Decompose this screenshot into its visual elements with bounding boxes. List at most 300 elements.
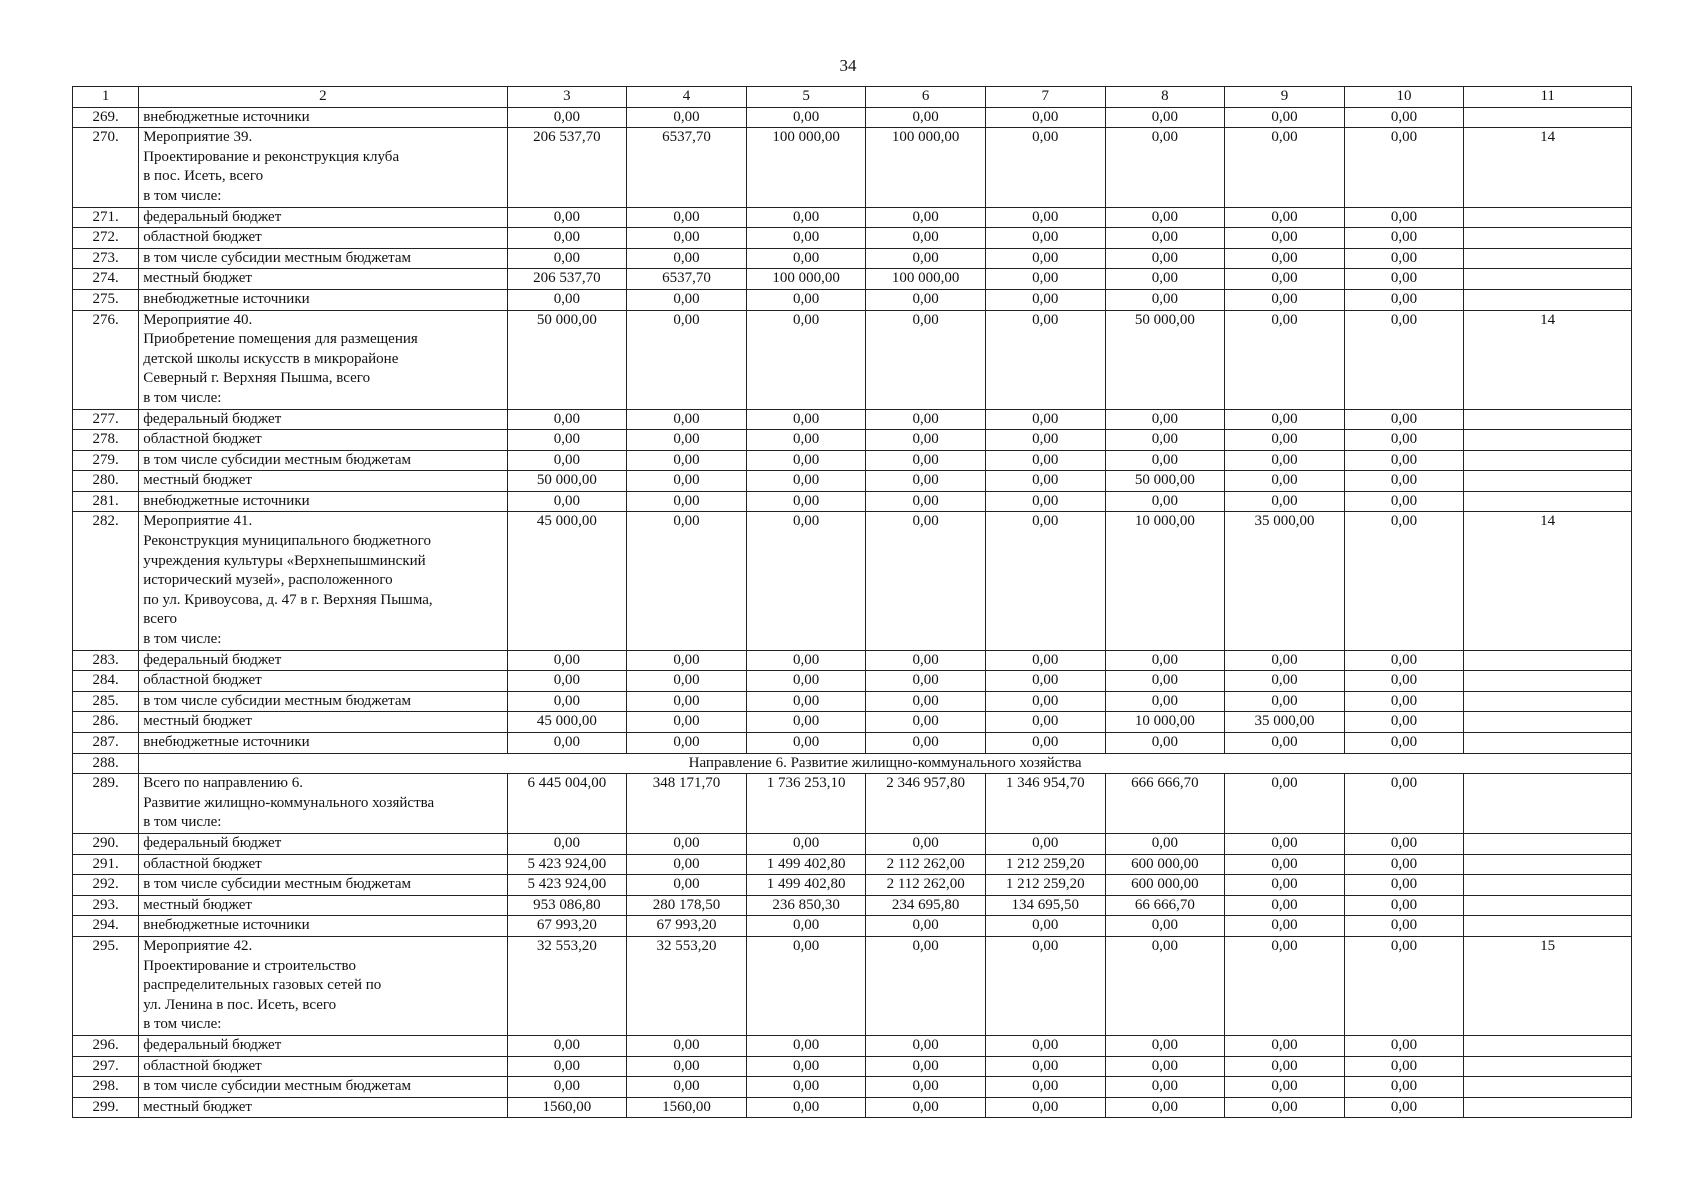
value-cell: 0,00: [746, 671, 866, 692]
row-name-cell: [139, 691, 507, 712]
row-name-line: детской школы искусств в микрорайоне: [143, 350, 399, 367]
value-cell: 0,00: [866, 1035, 986, 1056]
table-row: [73, 289, 1632, 310]
value-cell: 0,00: [1225, 671, 1345, 692]
column-number-cell: 4: [627, 87, 747, 108]
value-cell: 67 993,20: [627, 916, 747, 937]
value-cell: 0,00: [746, 733, 866, 754]
row-number-cell: 295.: [73, 936, 139, 1035]
value-cell: 0,00: [1225, 128, 1345, 207]
row-name-line: местный бюджет: [143, 896, 252, 913]
value-cell: 0,00: [1105, 1077, 1225, 1098]
row-number-cell: 294.: [73, 916, 139, 937]
value-cell: 0,00: [866, 430, 986, 451]
row-name-line: Проектирование и реконструкция клуба: [143, 148, 400, 165]
row-name-cell: [139, 1077, 507, 1098]
row-name-line: по ул. Кривоусова, д. 47 в г. Верхняя Пышма,: [143, 591, 433, 608]
row-number-cell: 291.: [73, 854, 139, 875]
value-cell: 0,00: [627, 854, 747, 875]
value-cell: 1 499 402,80: [746, 875, 866, 896]
row-name-line: областной бюджет: [143, 229, 262, 246]
value-cell: 0,00: [627, 712, 747, 733]
value-cell: 0,00: [507, 691, 627, 712]
value-cell: 0,00: [866, 248, 986, 269]
value-cell: 0,00: [1225, 733, 1345, 754]
value-cell: 0,00: [1344, 107, 1464, 128]
row-name-cell: [139, 774, 507, 834]
value-cell: 0,00: [1105, 248, 1225, 269]
row-name-line: исторический музей», расположенного: [143, 572, 393, 589]
value-cell: 0,00: [866, 409, 986, 430]
row-name-line: Проектирование и строительство: [143, 957, 356, 974]
table-row: [73, 733, 1632, 754]
target-indicator-cell: [1464, 671, 1632, 692]
value-cell: 0,00: [746, 310, 866, 409]
value-cell: 0,00: [1105, 430, 1225, 451]
value-cell: 0,00: [1344, 207, 1464, 228]
row-name-cell: [139, 207, 507, 228]
value-cell: 0,00: [1105, 128, 1225, 207]
value-cell: 0,00: [1105, 691, 1225, 712]
row-name-line: в том числе:: [143, 1016, 222, 1033]
value-cell: 234 695,80: [866, 895, 986, 916]
value-cell: 67 993,20: [507, 916, 627, 937]
row-name-line: Реконструкция муниципального бюджетного: [143, 533, 431, 550]
value-cell: 0,00: [1344, 650, 1464, 671]
row-name-cell: [139, 1056, 507, 1077]
value-cell: 0,00: [627, 491, 747, 512]
value-cell: 35 000,00: [1225, 712, 1345, 733]
table-row: [73, 712, 1632, 733]
value-cell: 0,00: [627, 691, 747, 712]
table-row: [73, 228, 1632, 249]
row-number-cell: 293.: [73, 895, 139, 916]
value-cell: 0,00: [1105, 450, 1225, 471]
row-name-line: Всего по направлению 6.: [143, 775, 303, 792]
value-cell: 0,00: [746, 430, 866, 451]
target-indicator-cell: [1464, 289, 1632, 310]
value-cell: 0,00: [985, 712, 1105, 733]
value-cell: 6537,70: [627, 269, 747, 290]
value-cell: 0,00: [627, 650, 747, 671]
value-cell: 1 346 954,70: [985, 774, 1105, 834]
value-cell: 0,00: [746, 409, 866, 430]
value-cell: 0,00: [1225, 471, 1345, 492]
value-cell: 0,00: [627, 409, 747, 430]
target-indicator-cell: [1464, 712, 1632, 733]
table-row: [73, 491, 1632, 512]
value-cell: 2 112 262,00: [866, 875, 986, 896]
value-cell: 0,00: [985, 310, 1105, 409]
value-cell: 0,00: [1105, 936, 1225, 1035]
value-cell: 0,00: [866, 289, 986, 310]
row-name-cell: [139, 733, 507, 754]
value-cell: 0,00: [1225, 207, 1345, 228]
value-cell: 0,00: [1105, 1035, 1225, 1056]
value-cell: 0,00: [1344, 228, 1464, 249]
row-name-line: в том числе:: [143, 814, 222, 831]
value-cell: 0,00: [1225, 833, 1345, 854]
row-name-line: Мероприятие 40.: [143, 311, 253, 328]
value-cell: 0,00: [985, 269, 1105, 290]
value-cell: 0,00: [1344, 409, 1464, 430]
value-cell: 32 553,20: [627, 936, 747, 1035]
value-cell: 0,00: [627, 471, 747, 492]
row-name-cell: [139, 248, 507, 269]
value-cell: 280 178,50: [627, 895, 747, 916]
value-cell: 0,00: [1344, 491, 1464, 512]
value-cell: 0,00: [1344, 450, 1464, 471]
row-name-line: в том числе субсидии местным бюджетам: [143, 249, 411, 266]
value-cell: 0,00: [985, 491, 1105, 512]
table-row: [73, 512, 1632, 650]
row-name-line: учреждения культуры «Верхнепышминский: [143, 552, 426, 569]
target-indicator-cell: [1464, 409, 1632, 430]
value-cell: 32 553,20: [507, 936, 627, 1035]
target-indicator-cell: [1464, 269, 1632, 290]
value-cell: 0,00: [746, 1056, 866, 1077]
value-cell: 0,00: [1225, 916, 1345, 937]
value-cell: 0,00: [507, 409, 627, 430]
value-cell: 0,00: [866, 712, 986, 733]
value-cell: 0,00: [746, 471, 866, 492]
value-cell: 0,00: [866, 450, 986, 471]
value-cell: 0,00: [985, 916, 1105, 937]
value-cell: 0,00: [1344, 712, 1464, 733]
value-cell: 0,00: [866, 207, 986, 228]
value-cell: 0,00: [746, 1035, 866, 1056]
table-row: [73, 207, 1632, 228]
value-cell: 0,00: [746, 107, 866, 128]
row-name-cell: [139, 430, 507, 451]
value-cell: 0,00: [866, 733, 986, 754]
value-cell: 0,00: [1344, 916, 1464, 937]
value-cell: 0,00: [1344, 833, 1464, 854]
table-row: [73, 1077, 1632, 1098]
value-cell: 6 445 004,00: [507, 774, 627, 834]
row-name-cell: [139, 854, 507, 875]
value-cell: 0,00: [746, 207, 866, 228]
row-number-cell: 298.: [73, 1077, 139, 1098]
value-cell: 0,00: [866, 228, 986, 249]
row-number-cell: 292.: [73, 875, 139, 896]
value-cell: 0,00: [866, 1077, 986, 1098]
value-cell: 0,00: [627, 207, 747, 228]
value-cell: 45 000,00: [507, 512, 627, 650]
target-indicator-cell: [1464, 691, 1632, 712]
value-cell: 0,00: [507, 1035, 627, 1056]
row-name-line: в том числе:: [143, 389, 222, 406]
value-cell: 0,00: [1344, 289, 1464, 310]
value-cell: 0,00: [627, 1035, 747, 1056]
target-indicator-cell: [1464, 733, 1632, 754]
value-cell: 0,00: [1344, 471, 1464, 492]
target-indicator-cell: [1464, 895, 1632, 916]
value-cell: 0,00: [1225, 107, 1345, 128]
row-name-line: федеральный бюджет: [143, 834, 282, 851]
row-name-cell: [139, 1035, 507, 1056]
value-cell: 100 000,00: [746, 269, 866, 290]
row-name-line: всего: [143, 611, 177, 628]
value-cell: 0,00: [746, 1077, 866, 1098]
value-cell: 0,00: [1344, 248, 1464, 269]
value-cell: 0,00: [627, 1056, 747, 1077]
column-number-cell: 10: [1344, 87, 1464, 108]
value-cell: 0,00: [746, 691, 866, 712]
row-name-line: в том числе субсидии местным бюджетам: [143, 1078, 411, 1095]
value-cell: 0,00: [985, 1035, 1105, 1056]
value-cell: 0,00: [985, 733, 1105, 754]
value-cell: 0,00: [507, 107, 627, 128]
value-cell: 0,00: [985, 228, 1105, 249]
table-row: [73, 248, 1632, 269]
value-cell: 0,00: [1344, 430, 1464, 451]
table-row: [73, 269, 1632, 290]
table-row: [73, 774, 1632, 834]
row-number-cell: 287.: [73, 733, 139, 754]
value-cell: 0,00: [627, 107, 747, 128]
value-cell: 100 000,00: [866, 269, 986, 290]
value-cell: 1 736 253,10: [746, 774, 866, 834]
row-name-cell: [139, 650, 507, 671]
value-cell: 0,00: [627, 671, 747, 692]
value-cell: 0,00: [1105, 671, 1225, 692]
value-cell: 0,00: [1225, 774, 1345, 834]
target-indicator-cell: 15: [1464, 936, 1632, 1035]
value-cell: 0,00: [627, 450, 747, 471]
value-cell: 0,00: [866, 650, 986, 671]
row-name-cell: [139, 228, 507, 249]
row-name-cell: [139, 512, 507, 650]
target-indicator-cell: [1464, 228, 1632, 249]
table-row: [73, 128, 1632, 207]
table-row: [73, 691, 1632, 712]
value-cell: 6537,70: [627, 128, 747, 207]
row-name-line: внебюджетные источники: [143, 917, 310, 934]
value-cell: 0,00: [1105, 207, 1225, 228]
value-cell: 206 537,70: [507, 269, 627, 290]
value-cell: 0,00: [627, 430, 747, 451]
value-cell: 0,00: [985, 1056, 1105, 1077]
value-cell: 0,00: [507, 491, 627, 512]
value-cell: 0,00: [866, 310, 986, 409]
value-cell: 0,00: [1344, 128, 1464, 207]
table-row: [73, 450, 1632, 471]
target-indicator-cell: [1464, 875, 1632, 896]
target-indicator-cell: [1464, 833, 1632, 854]
value-cell: 0,00: [1225, 1056, 1345, 1077]
value-cell: 0,00: [1105, 409, 1225, 430]
value-cell: 0,00: [1344, 691, 1464, 712]
value-cell: 0,00: [1225, 430, 1345, 451]
value-cell: 0,00: [1105, 491, 1225, 512]
table-row: [73, 650, 1632, 671]
column-number-cell: 7: [985, 87, 1105, 108]
value-cell: 0,00: [746, 712, 866, 733]
value-cell: 0,00: [627, 228, 747, 249]
row-number-cell: 273.: [73, 248, 139, 269]
target-indicator-cell: [1464, 854, 1632, 875]
value-cell: 0,00: [985, 248, 1105, 269]
row-name-line: распределительных газовых сетей по: [143, 977, 382, 994]
value-cell: 0,00: [866, 512, 986, 650]
row-name-line: областной бюджет: [143, 855, 262, 872]
value-cell: 0,00: [1225, 409, 1345, 430]
value-cell: 0,00: [627, 875, 747, 896]
value-cell: 666 666,70: [1105, 774, 1225, 834]
table-body: [73, 87, 1632, 1118]
target-indicator-cell: [1464, 916, 1632, 937]
value-cell: 0,00: [627, 310, 747, 409]
value-cell: 0,00: [507, 289, 627, 310]
target-indicator-cell: [1464, 1056, 1632, 1077]
column-number-cell: 3: [507, 87, 627, 108]
value-cell: 0,00: [866, 936, 986, 1035]
row-name-cell: [139, 471, 507, 492]
row-name-line: областной бюджет: [143, 431, 262, 448]
value-cell: 0,00: [985, 833, 1105, 854]
value-cell: 0,00: [866, 833, 986, 854]
target-indicator-cell: [1464, 430, 1632, 451]
table-row: [73, 875, 1632, 896]
value-cell: 0,00: [1105, 1056, 1225, 1077]
row-number-cell: 275.: [73, 289, 139, 310]
value-cell: 0,00: [507, 671, 627, 692]
value-cell: 0,00: [985, 512, 1105, 650]
value-cell: 0,00: [746, 289, 866, 310]
value-cell: 0,00: [866, 916, 986, 937]
value-cell: 0,00: [985, 691, 1105, 712]
value-cell: 0,00: [1344, 1056, 1464, 1077]
value-cell: 0,00: [507, 450, 627, 471]
value-cell: 0,00: [866, 471, 986, 492]
value-cell: 0,00: [985, 650, 1105, 671]
value-cell: 0,00: [985, 107, 1105, 128]
value-cell: 50 000,00: [1105, 310, 1225, 409]
row-number-cell: 282.: [73, 512, 139, 650]
value-cell: 50 000,00: [1105, 471, 1225, 492]
column-number-cell: 6: [866, 87, 986, 108]
row-name-cell: [139, 895, 507, 916]
value-cell: 0,00: [1105, 916, 1225, 937]
row-number-cell: 272.: [73, 228, 139, 249]
row-name-line: Мероприятие 39.: [143, 129, 253, 146]
value-cell: 0,00: [507, 1056, 627, 1077]
value-cell: 0,00: [866, 1097, 986, 1118]
row-name-line: внебюджетные источники: [143, 290, 310, 307]
target-indicator-cell: [1464, 450, 1632, 471]
row-name-cell: [139, 107, 507, 128]
row-name-line: федеральный бюджет: [143, 1036, 282, 1053]
row-number-cell: 288.: [73, 753, 139, 774]
row-name-line: Мероприятие 42.: [143, 937, 253, 954]
value-cell: 0,00: [627, 733, 747, 754]
value-cell: 0,00: [746, 650, 866, 671]
row-name-line: в том числе субсидии местным бюджетам: [143, 876, 411, 893]
value-cell: 0,00: [985, 1097, 1105, 1118]
value-cell: 0,00: [627, 289, 747, 310]
table-row: [73, 833, 1632, 854]
direction-heading-cell: Направление 6. Развитие жилищно-коммунального хозяйства: [139, 753, 1632, 774]
value-cell: 0,00: [1225, 289, 1345, 310]
value-cell: 45 000,00: [507, 712, 627, 733]
value-cell: 1 499 402,80: [746, 854, 866, 875]
row-name-line: местный бюджет: [143, 270, 252, 287]
value-cell: 0,00: [1105, 833, 1225, 854]
column-number-row: [73, 87, 1632, 108]
row-number-cell: 290.: [73, 833, 139, 854]
row-number-cell: 286.: [73, 712, 139, 733]
row-name-cell: [139, 712, 507, 733]
value-cell: 0,00: [1344, 1097, 1464, 1118]
value-cell: 10 000,00: [1105, 712, 1225, 733]
row-name-cell: [139, 289, 507, 310]
budget-table: [72, 86, 1632, 1118]
value-cell: 0,00: [1225, 936, 1345, 1035]
value-cell: 0,00: [746, 248, 866, 269]
value-cell: 0,00: [1344, 512, 1464, 650]
row-name-cell: [139, 671, 507, 692]
value-cell: 953 086,80: [507, 895, 627, 916]
row-name-line: ул. Ленина в пос. Исеть, всего: [143, 996, 337, 1013]
value-cell: 0,00: [507, 248, 627, 269]
value-cell: 0,00: [1105, 107, 1225, 128]
value-cell: 0,00: [1105, 289, 1225, 310]
value-cell: 0,00: [746, 450, 866, 471]
value-cell: 0,00: [746, 491, 866, 512]
row-name-line: Приобретение помещения для размещения: [143, 331, 418, 348]
target-indicator-cell: [1464, 107, 1632, 128]
value-cell: 0,00: [985, 289, 1105, 310]
row-name-line: Северный г. Верхняя Пышма, всего: [143, 370, 371, 387]
value-cell: 0,00: [985, 1077, 1105, 1098]
row-name-cell: [139, 269, 507, 290]
value-cell: 600 000,00: [1105, 854, 1225, 875]
row-name-line: федеральный бюджет: [143, 208, 282, 225]
column-number-cell: 11: [1464, 87, 1632, 108]
value-cell: 0,00: [507, 207, 627, 228]
row-number-cell: 299.: [73, 1097, 139, 1118]
row-name-line: Мероприятие 41.: [143, 513, 253, 530]
column-number-cell: 8: [1105, 87, 1225, 108]
row-name-line: местный бюджет: [143, 713, 252, 730]
value-cell: 0,00: [1105, 650, 1225, 671]
value-cell: 0,00: [1105, 1097, 1225, 1118]
value-cell: 50 000,00: [507, 310, 627, 409]
value-cell: 1 212 259,20: [985, 875, 1105, 896]
row-number-cell: 274.: [73, 269, 139, 290]
target-indicator-cell: 14: [1464, 128, 1632, 207]
value-cell: 0,00: [1225, 875, 1345, 896]
column-number-cell: 1: [73, 87, 139, 108]
value-cell: 5 423 924,00: [507, 875, 627, 896]
value-cell: 134 695,50: [985, 895, 1105, 916]
target-indicator-cell: [1464, 248, 1632, 269]
table-row: [73, 430, 1632, 451]
row-name-line: внебюджетные источники: [143, 108, 310, 125]
value-cell: 0,00: [1225, 1077, 1345, 1098]
value-cell: 0,00: [1225, 895, 1345, 916]
row-name-line: в том числе:: [143, 631, 222, 648]
value-cell: 236 850,30: [746, 895, 866, 916]
column-number-cell: 2: [139, 87, 507, 108]
table-row: [73, 1056, 1632, 1077]
table-row: [73, 895, 1632, 916]
value-cell: 0,00: [1105, 269, 1225, 290]
row-number-cell: 283.: [73, 650, 139, 671]
row-name-cell: [139, 128, 507, 207]
value-cell: 0,00: [866, 691, 986, 712]
